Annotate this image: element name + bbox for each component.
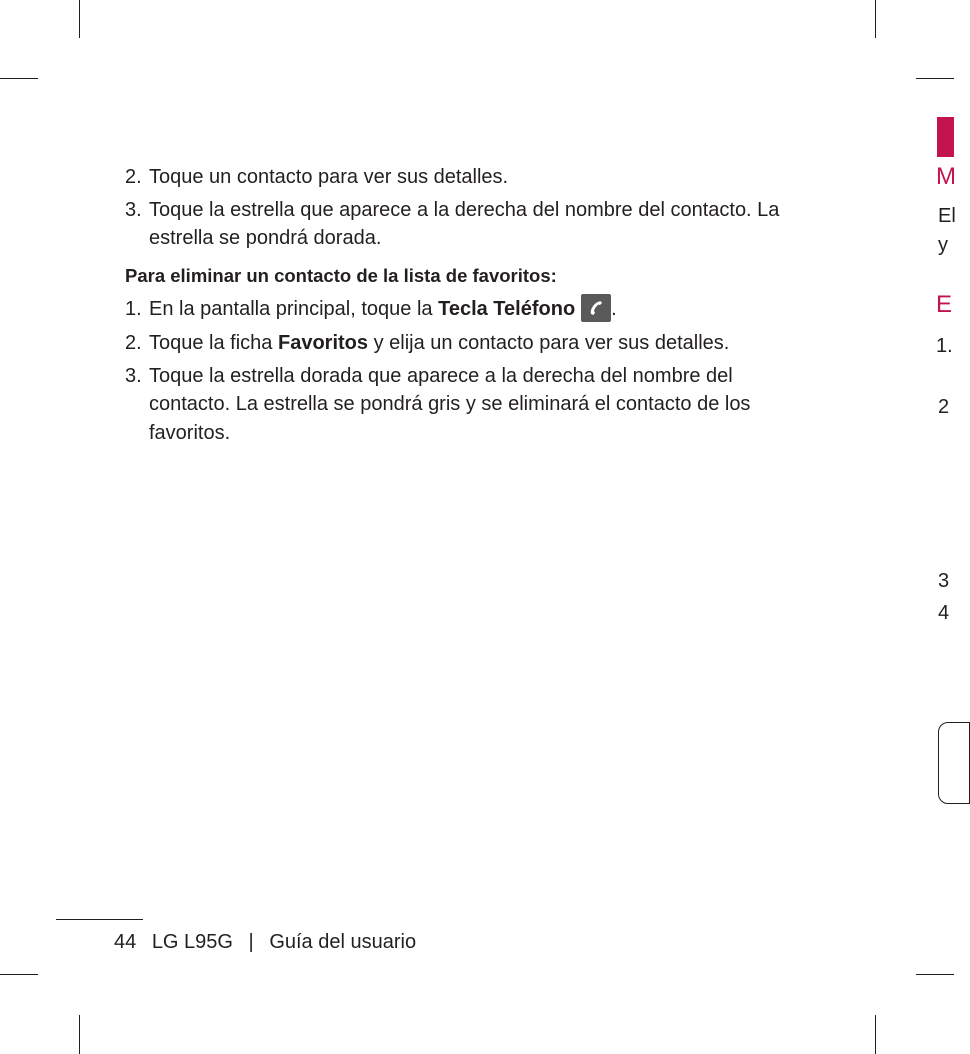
step-text: Toque la estrella dorada que aparece a la derecha del nombre del xyxy=(149,365,733,387)
section-heading: Para eliminar un contacto de la lista de favoritos: xyxy=(125,265,557,286)
footer-rule xyxy=(56,919,143,920)
crop-mark xyxy=(916,78,954,79)
key-name: Tecla Teléfono xyxy=(438,298,576,320)
step-number: 3. xyxy=(125,365,142,387)
step-text xyxy=(149,329,729,357)
step-text: Toque un contacto para ver sus detalles. xyxy=(149,166,509,188)
guide-title: Guía del usuario xyxy=(269,931,417,953)
step-number: 2. xyxy=(125,332,142,354)
crop-mark xyxy=(0,78,38,79)
edge-heading: E xyxy=(936,291,953,318)
step-text: Toque la estrella que aparece a la derecha del nombre del contacto. La xyxy=(149,199,780,221)
step-text-normal: . xyxy=(611,298,617,320)
crop-mark xyxy=(79,1015,80,1054)
step-text: contacto. La estrella se pondrá gris y se eliminará el contacto de los xyxy=(149,393,751,415)
crop-mark xyxy=(875,0,876,38)
crop-mark xyxy=(875,1015,876,1054)
note-box xyxy=(938,722,970,804)
step-number: 3. xyxy=(125,199,142,221)
step-text-normal: En la pantalla principal, toque la xyxy=(149,298,439,320)
step-text xyxy=(149,295,617,324)
step-number: 2. xyxy=(125,166,142,188)
step-text: favoritos. xyxy=(149,422,231,444)
chapter-title-fragment: M xyxy=(936,163,956,190)
step-text: estrella se pondrá dorada. xyxy=(149,227,382,249)
tab-name: Favoritos xyxy=(277,332,369,354)
crop-mark xyxy=(79,0,80,38)
page-number: 44 xyxy=(114,931,137,953)
edge-number: 1. xyxy=(936,335,953,357)
chapter-tab xyxy=(937,117,954,157)
edge-number: 3 xyxy=(938,570,950,592)
edge-text: El xyxy=(938,205,956,227)
step-text-normal: y elija un contacto para ver sus detalles. xyxy=(368,332,730,354)
model-name: LG L95G xyxy=(151,931,233,953)
phone-handset-icon xyxy=(581,294,611,322)
crop-mark xyxy=(916,974,954,975)
edge-number: 2 xyxy=(938,396,950,418)
crop-mark xyxy=(0,974,38,975)
footer-separator: | xyxy=(248,931,254,953)
edge-number: 4 xyxy=(938,602,950,624)
step-text-normal: Toque la ficha xyxy=(149,332,278,354)
step-number: 1. xyxy=(125,298,142,320)
edge-text: y xyxy=(938,234,948,256)
page-footer xyxy=(114,928,426,956)
